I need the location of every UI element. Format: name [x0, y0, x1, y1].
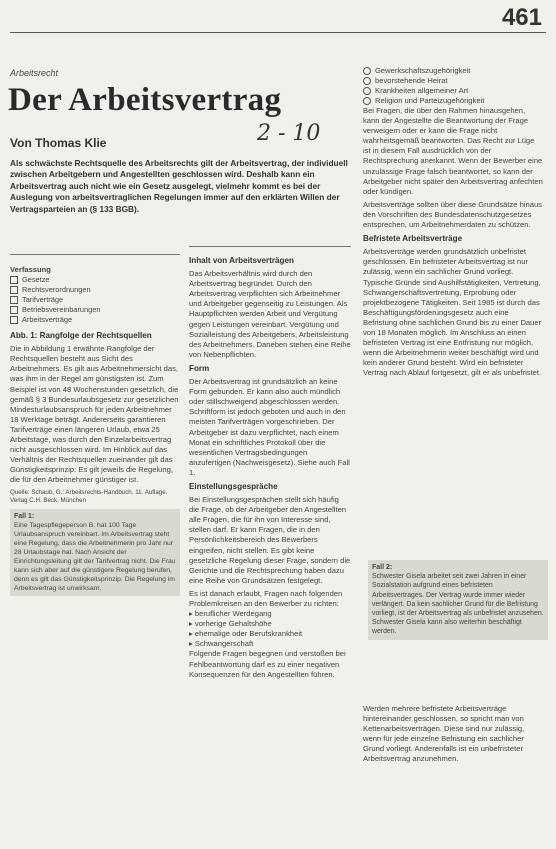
paragraph: Folgende Fragen begegnen und verstoßen bei Fehlbeantwortung darf es zu einer negativen Konsequenzen für den Angestellten führen. — [189, 649, 346, 679]
diagram-item: Rechtsverordnungen — [10, 285, 180, 295]
case-text: Schwester Gisela arbeitet seit zwei Jahren in einer Sozialstation aufgrund eines befristeten Arbeitsvertrages. Der Vertrag wurde immer wieder verlängert. Da kein sachlicher Grund für die Befristung vorliegt, ist der Arbeitsvertrag als unbefristet anzusehen. Schwester Gisela kann also weiterhin beschäftigt werden. — [372, 573, 544, 636]
case-text: Eine Tagespflegeperson B. hat 100 Tage Urlaubsanspruch vereinbart. Im Arbeitsvertrag steht eine Regelung, dass die Arbeitnehmerin pro Jahr nur 28 Urlaubstage hat. Nach Ansicht der Einrichtungsleitung gilt der Tarifvertrag nicht. Die Frau kann sich aber auf die günstigere Regelung berufen, denn es gilt das Günstigkeitsprinzip. Die Regelung im Arbeitsvertrag ist unwirksam. — [14, 521, 176, 592]
circle-icon — [363, 87, 371, 95]
heading-form: Form — [189, 363, 210, 373]
case-box-2 — [368, 560, 548, 640]
circle-icon — [363, 67, 371, 75]
paragraph: Das Arbeitsverhältnis wird durch den Arbeitsvertrag begründet. Durch den Arbeitsvertrag verpflichten sich Arbeitnehmer und Arbeitgeber gegenseitig zu Leistungen. Als Hauptpflichten werden Arbeit und Vergütung gegen Leistungen vereinbart. Vergütung und Sozialleistung des Arbeitgebers, Arbeitsleistung des Arbeitnehmers. Daneben stehen eine Reihe von Nebenpflichten. — [189, 269, 351, 359]
list-item: bevorstehende Heirat — [363, 76, 543, 86]
article-title: Der Arbeitsvertrag — [8, 82, 282, 118]
paragraph: Es ist danach erlaubt, Fragen nach folgenden Problemkreisen an den Bewerber zu richten: — [189, 588, 343, 608]
list-item: ▸ ehemalige oder Berufskrankheit — [189, 629, 303, 639]
box-icon — [10, 316, 18, 324]
page-number: 461 — [501, 4, 542, 31]
hierarchy-diagram — [10, 265, 180, 325]
list-item: ▸ vorherige Gehaltshöhe — [189, 619, 272, 629]
box-icon — [10, 276, 18, 284]
diagram-item: Gesetze — [10, 275, 180, 285]
diagram-head: Verfassung — [10, 265, 51, 274]
case-head: Fall 1: — [14, 512, 35, 520]
paragraph: Arbeitsverträge sollten über diese Grundsätze hinaus den Vorschriften des Bundesdatenschutzgesetzes entsprechen, um Arbeitnehmerdaten zu schützen. — [363, 199, 542, 230]
heading-einstellung: Einstellungsgespräche — [189, 481, 278, 491]
left-column — [10, 262, 180, 596]
middle-divider — [189, 246, 351, 247]
box-icon — [10, 286, 18, 294]
middle-column — [189, 252, 351, 680]
top-rule — [10, 32, 546, 33]
diagram-item: Arbeitsverträge — [10, 315, 180, 325]
paragraph: Arbeitsverträge werden grundsätzlich unbefristet geschlossen. Ein befristeter Arbeitsvertrag ist nur zulässig, wenn ein sachlicher Grund vorliegt. Typische Gründe sind Aushilfstätigkeiten, Vertretung, Schwangerschaftsvertretung, Erprobung oder projektbezogene Tätigkeiten. Seit 1985 ist durch das Beschäftigungsförderungsgesetz auch eine Befristung ohne sachlichen Grund bis zu einer Dauer von 18 Monaten möglich. Im Anschluss an einen befristeten Vertrag ist eine Entfristung nur möglich, wenn die Arbeitnehmerin weiter beschäftigt wird und kein anderer Grund besteht. Wird ein befristeter Vertrag nach Ablauf fortgesetzt, gilt er als unbefristet. — [363, 247, 542, 378]
right-column-bottom — [363, 704, 543, 765]
heading-inhalt: Inhalt von Arbeitsverträgen — [189, 256, 294, 265]
source-note: Quelle: Schaub, G.: Arbeitsrechts-Handbuch. 11. Auflage. Verlag C.H. Beck, München — [10, 488, 168, 504]
diagram-item: Betriebsvereinbarungen — [10, 305, 180, 315]
paragraph: Bei Einstellungsgesprächen stellt sich häufig die Frage, ob der Arbeitgeber den Angestellten alle Fragen, die für ihn von Interesse sind, stellen darf. Er kann Fragen, die in den Persönlichkeitsbereich des Bewerbers eingreifen, nicht stellen. Es gibt keine gesetzliche Regelung dieser Frage, sondern die Gerichte und die Rechtsprechung haben dazu eine Reihe von Grundsätzen festgelegt. — [189, 495, 351, 585]
article-author: Von Thomas Klie — [10, 136, 107, 150]
paragraph: Bei Fragen, die über den Rahmen hinausgehen, kann der Angestellte die Beantwortung der Frage verweigern oder er kann die Frage nicht wahrheitsgemäß beantworten. Das Recht zur Lüge ist in diesem Fall ausdrücklich von der Rechtsprechung anerkannt. Wenn der Bewerber eine unzulässige Frage falsch beantwortet, so kann der Arbeitgeber nicht später den Arbeitsvertrag anfechten oder kündigen. — [363, 106, 543, 196]
list-item: ▸ beruflicher Werdegang — [189, 609, 272, 619]
box-icon — [10, 296, 18, 304]
heading-befristet: Befristete Arbeitsverträge — [363, 234, 463, 244]
case-head: Fall 2: — [372, 564, 393, 571]
list-item: ▸ Schwangerschaft — [189, 639, 254, 649]
list-item: Krankheiten allgemeiner Art — [363, 86, 543, 96]
lead-paragraph: Als schwächste Rechtsquelle des Arbeitsrechts gilt der Arbeitsvertrag, der individuell zwischen Arbeitgebern und Angestellten geschlossen wird. Deshalb kann ein Arbeitsvertrag auch nicht wie ein Gesetz ausgelegt, vielmehr kommt es bei der Auslegung von arbeitsvertraglichen Regelungen immer auf den erklärten Willen der Vertragsparteien an (§ 133 BGB). — [10, 158, 348, 214]
left-body: Die in Abbildung 1 erwähnte Rangfolge der Rechtsquellen besteht aus Sicht des Arbeitnehmers. Es gilt aus Arbeitnehmersicht das, was ihm in der Regel am günstigsten ist. Zum Beispiel ist von 48 Wochenstunden gesetzlich, die gemäß § 3 Bundesurlaubsgesetz zur gesetzlichen Mindesturlaubsanspruch für jeden Arbeitnehmer 18 Werktage beträgt. Andererseits garantieren Tarifverträge einen längeren Urlaub, etwa 25 Arbeitstage, was durch den Einzelarbeitsvertrag nicht ausgeschlossen wird. Im Hinblick auf das Verhältnis der Rechtsquellen zueinander gilt das Günstigkeitsprinzip: Es gilt jeweils die Regelung, die für den Arbeitnehmer günstiger ist. — [10, 344, 179, 485]
handwritten-note: 2 - 10 — [257, 121, 321, 146]
circle-icon — [363, 97, 371, 105]
section-kicker: Arbeitsrecht — [10, 68, 59, 78]
diagram-item: Tarifverträge — [10, 295, 180, 305]
list-item: Religion und Parteizugehörigkeit — [363, 96, 543, 106]
case-box-1 — [10, 509, 180, 596]
lead-divider — [10, 254, 180, 255]
figure-caption: Abb. 1: Rangfolge der Rechtsquellen — [10, 331, 152, 341]
paragraph: Werden mehrere befristete Arbeitsverträge hintereinander geschlossen, so spricht man von Kettenarbeitsverträgen. Diese sind nur zulässig, wenn für jede einzelne Befristung ein sachlicher Grund vorliegt. Anderenfalls ist ein unbefristeter Arbeitsvertrag anzunehmen. — [363, 704, 525, 764]
paragraph: Der Arbeitsvertrag ist grundsätzlich an keine Form gebunden. Er kann also auch mündlich oder stillschweigend abgeschlossen werden. Schriftform ist jedoch geboten und auch in den meisten Tarifverträgen vorgeschrieben. Der Arbeitgeber ist dazu verpflichtet, nach einem Monat ein schriftliches Protokoll über die wesentlichen Vertragsbedingungen anzufertigen (Nachweisgesetz). Siehe auch Fall 1. — [189, 377, 350, 477]
circle-icon — [363, 77, 371, 85]
right-column — [363, 66, 543, 378]
list-item: Gewerkschaftszugehörigkeit — [363, 66, 543, 76]
box-icon — [10, 306, 18, 314]
